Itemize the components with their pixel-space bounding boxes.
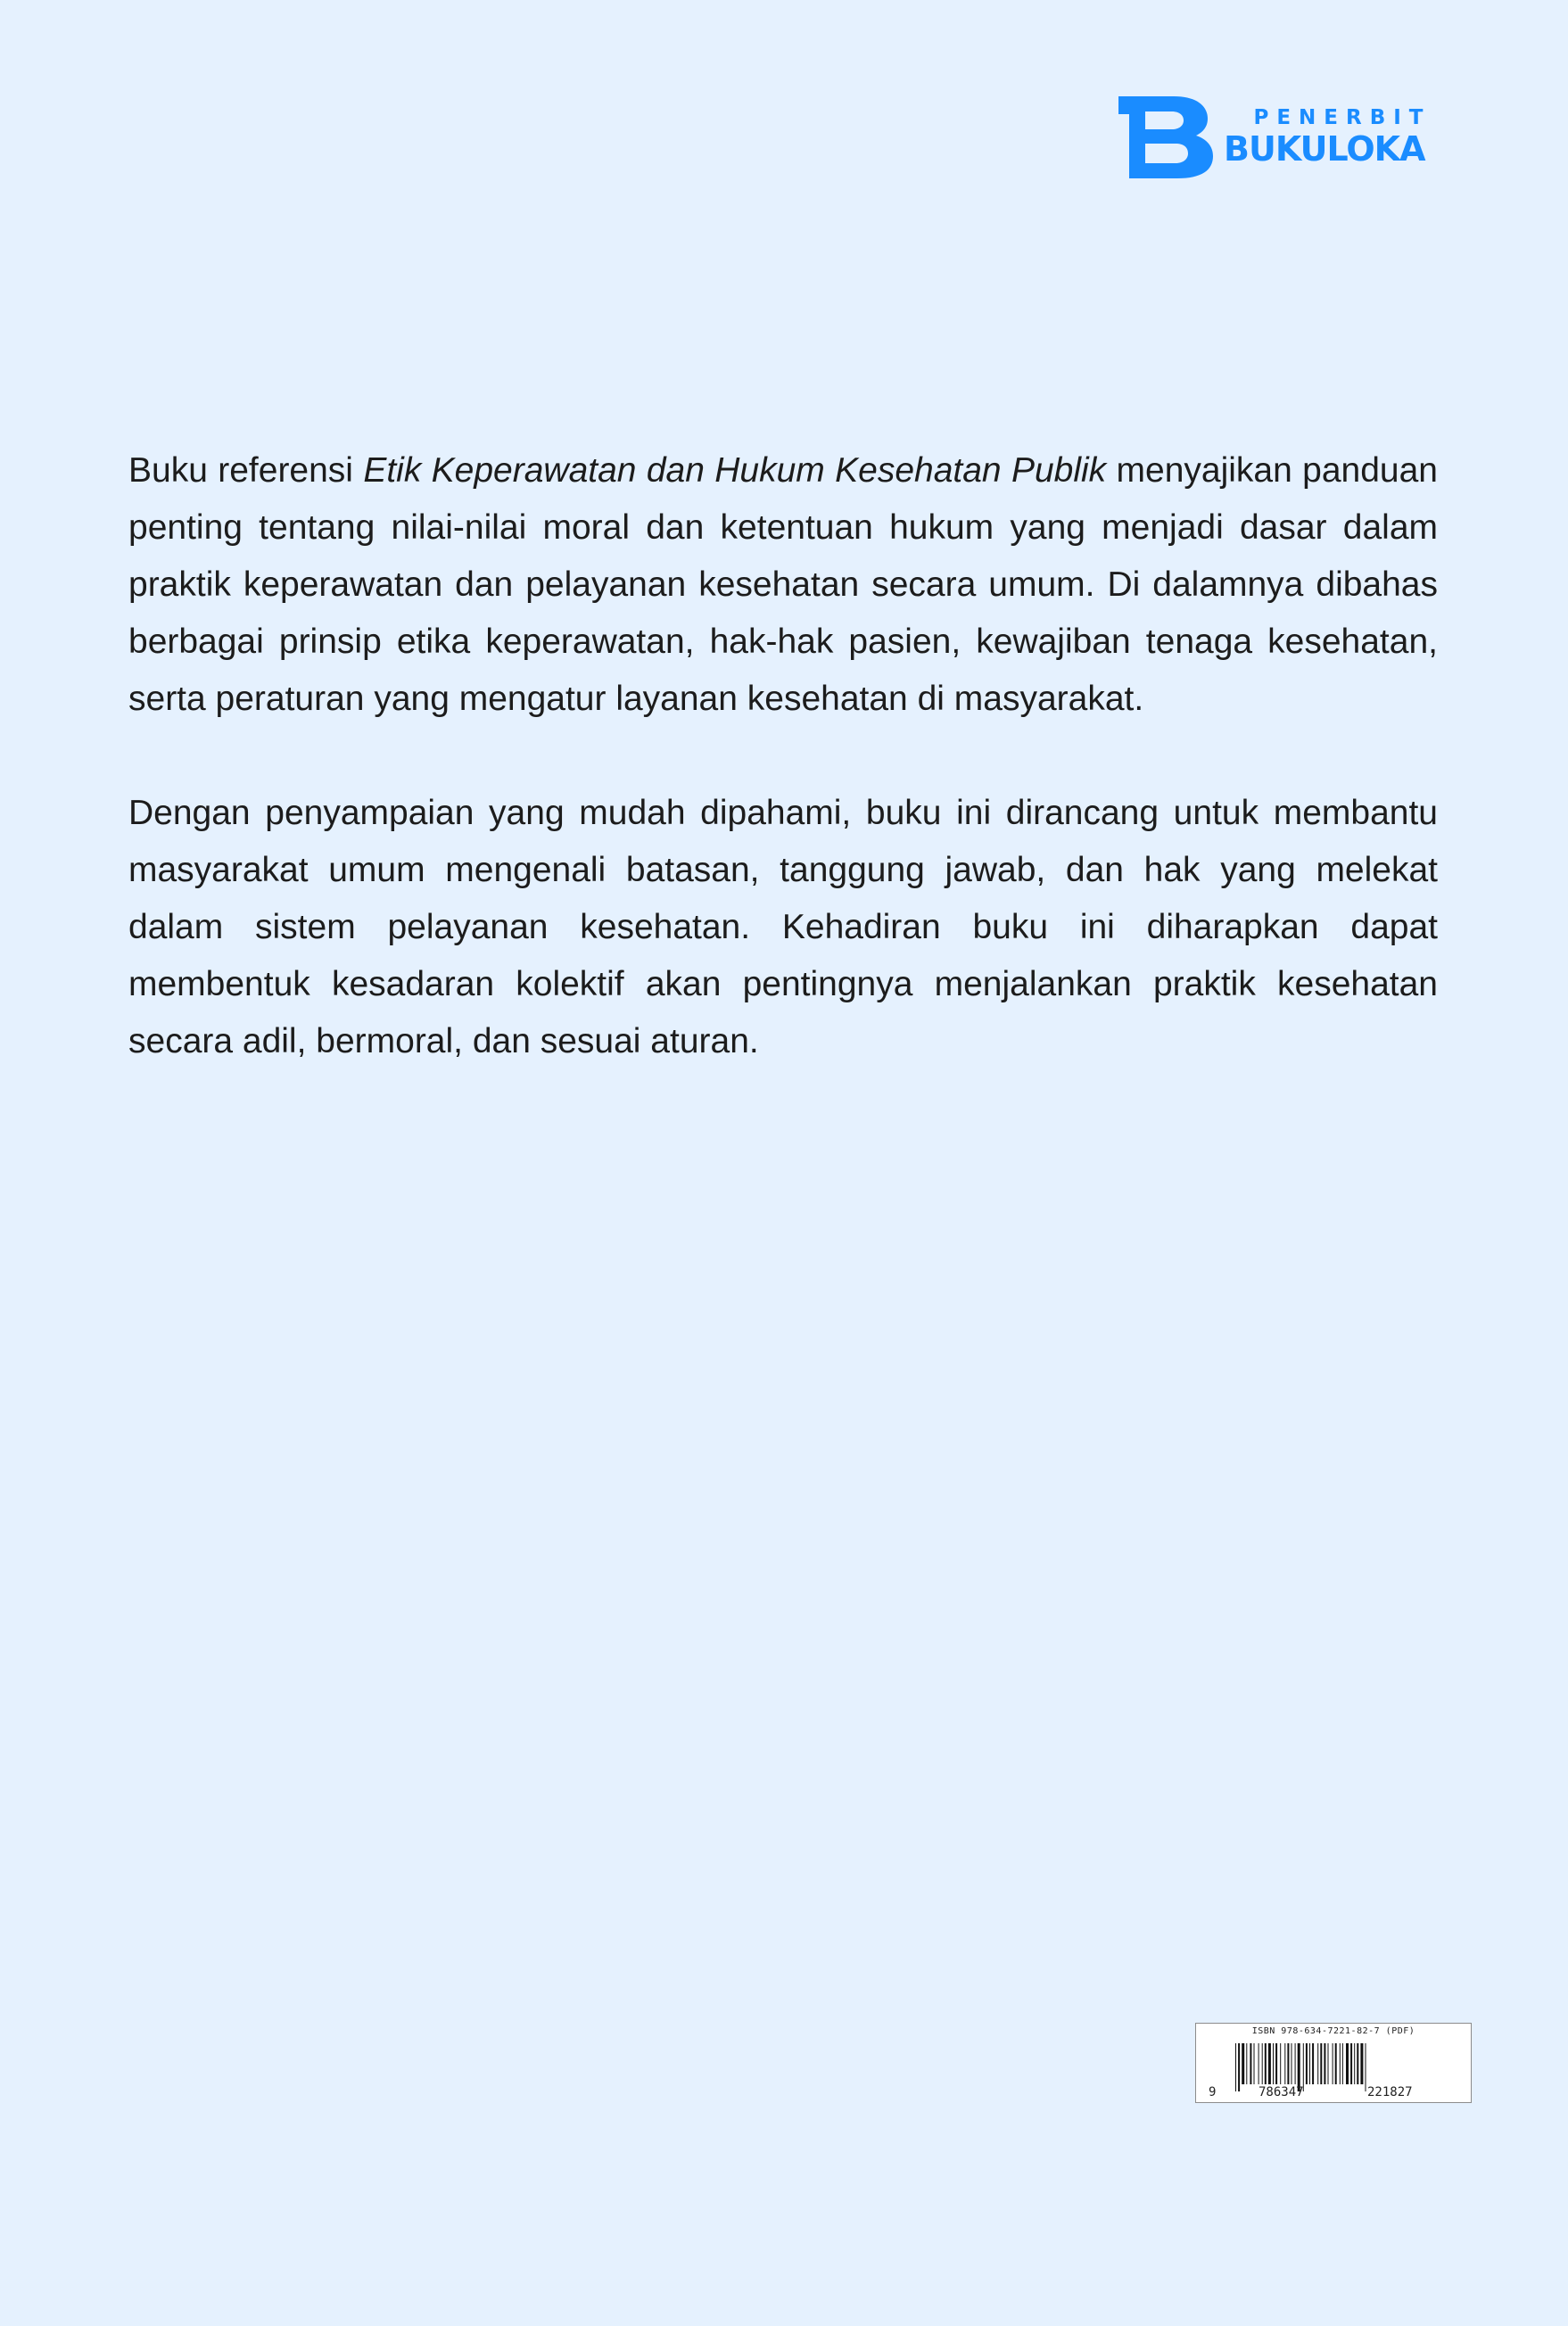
barcode-bars xyxy=(1196,2024,1473,2104)
logo-main-text: BUKULOKA xyxy=(1224,129,1425,169)
publisher-logo xyxy=(1118,96,1440,178)
blurb-p1-start: Buku referensi xyxy=(128,451,364,490)
book-title: Etik Keperawatan dan Hukum Kesehatan Publik xyxy=(363,451,1107,490)
book-blurb xyxy=(128,442,1438,1127)
barcode-digits-right: 221827 xyxy=(1367,2085,1413,2099)
barcode-digit-first: 9 xyxy=(1209,2085,1217,2099)
isbn-barcode xyxy=(1195,2023,1472,2103)
logo-top-text: PENERBIT xyxy=(1253,106,1432,129)
blurb-p1-rest: menyajikan panduan penting tentang nilai-nilai moral dan ketentuan hukum yang menjadi dasar dalam praktik keperawatan dan pelayanan kesehatan secara umum. Di dalamnya dibahas berbagai prinsip etika keperawatan, hak-hak pasien, kewajiban tenaga kesehatan, serta peraturan yang mengatur layanan kesehatan di masyarakat. xyxy=(128,451,1438,718)
barcode-digits-left: 786347 xyxy=(1259,2085,1304,2099)
blurb-paragraph-2: Dengan penyampaian yang mudah dipahami, buku ini dirancang untuk membantu masyarakat umum mengenali batasan, tanggung jawab, dan hak yang melekat dalam sistem pelayanan kesehatan. Kehadiran buku ini diharapkan dapat membentuk kesadaran kolektif akan pentingnya menjalankan praktik kesehatan secara adil, bermoral, dan sesuai aturan. xyxy=(128,794,1438,1060)
isbn-text: ISBN 978-634-7221-82-7 (PDF) xyxy=(1251,2026,1415,2036)
blurb-paragraph-1 xyxy=(128,442,1438,728)
letter-b-logo-icon xyxy=(1118,96,1217,178)
